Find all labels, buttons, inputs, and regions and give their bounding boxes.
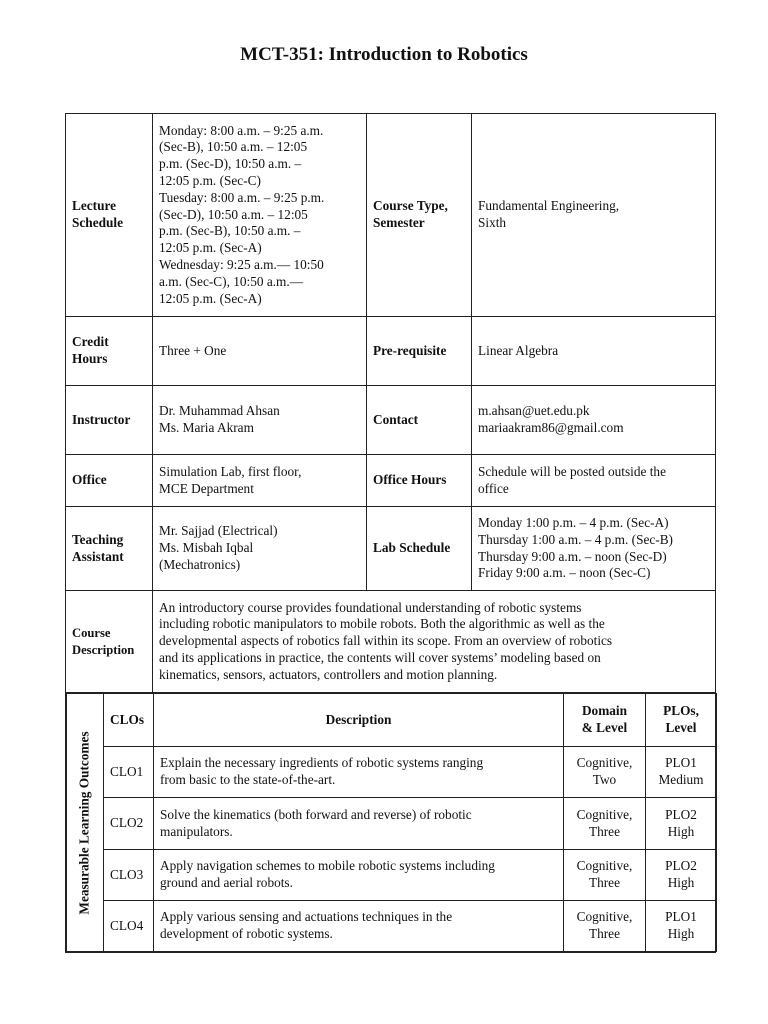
plo-line: High — [667, 926, 695, 941]
outcomes-row — [66, 693, 716, 953]
plo-header — [646, 694, 717, 747]
domain-line: Three — [588, 823, 620, 839]
plo-line: High — [667, 823, 695, 839]
instructor-name: Dr. Muhammad Ahsan — [159, 403, 280, 419]
ta-line: Mr. Sajjad (Electrical) — [159, 523, 278, 539]
lecture-line: a.m. (Sec-C), 10:50 a.m.— — [159, 273, 304, 289]
clo-desc-line: ground and aerial robots. — [160, 875, 293, 890]
table-row — [67, 747, 717, 798]
lecture-schedule-row — [66, 114, 716, 317]
lecture-line: 12:05 p.m. (Sec-C) — [159, 173, 261, 188]
lab-line: Thursday 9:00 a.m. – noon (Sec-D) — [478, 548, 667, 564]
clo-desc-line: manipulators. — [160, 823, 233, 839]
contact-label: Contact — [367, 386, 472, 455]
domain-header-line: & Level — [581, 720, 628, 735]
clo-description — [154, 798, 564, 850]
clo-domain — [564, 901, 646, 952]
plo-line: PLO1 — [665, 909, 697, 925]
plo-line: Medium — [658, 772, 704, 787]
course-type-line: Sixth — [478, 215, 507, 230]
course-type-value — [472, 114, 716, 317]
clo-id: CLO3 — [104, 850, 154, 901]
clo-desc-line: Apply various sensing and actuations techniques in the — [160, 909, 453, 925]
credit-hours-label: Credit Hours — [66, 317, 153, 386]
lecture-line: 12:05 p.m. (Sec-A) — [159, 240, 262, 256]
contact-email: m.ahsan@uet.edu.pk — [478, 403, 590, 419]
office-value — [153, 455, 367, 507]
office-hours-label: Office Hours — [367, 455, 472, 507]
table-row — [67, 798, 717, 850]
lecture-line: (Sec-D), 10:50 a.m. – 12:05 — [159, 206, 308, 222]
instructor-value — [153, 386, 367, 455]
lab-schedule-label: Lab Schedule — [367, 507, 472, 591]
clo-plo — [646, 901, 717, 952]
teaching-assistant-value — [153, 507, 367, 591]
clo-description — [154, 747, 564, 798]
domain-line: Three — [588, 875, 620, 890]
contact-value — [472, 386, 716, 455]
lab-schedule-value — [472, 507, 716, 591]
teaching-assistant-row — [66, 507, 716, 591]
instructor-name: Ms. Maria Akram — [159, 420, 254, 435]
page-title: MCT-351: Introduction to Robotics — [240, 44, 528, 65]
clo-desc-line: Apply navigation schemes to mobile robotic systems including — [160, 858, 495, 874]
domain-line: Cognitive, — [576, 755, 633, 771]
domain-line: Cognitive, — [576, 909, 633, 925]
office-hours-line: Schedule will be posted outside the — [478, 463, 666, 479]
clo-domain — [564, 747, 646, 798]
course-description-text — [153, 591, 716, 693]
clo-description — [154, 850, 564, 901]
description-line: kinematics, sensors, actuators, controllers and motion planning. — [159, 666, 498, 682]
office-label: Office — [66, 455, 153, 507]
domain-line: Three — [588, 926, 620, 941]
table-row — [67, 901, 717, 952]
clo-plo — [646, 798, 717, 850]
clo-plo — [646, 850, 717, 901]
plo-line: PLO2 — [665, 806, 697, 822]
credit-hours-value: Three + One — [153, 317, 367, 386]
credit-hours-row — [66, 317, 716, 386]
outcomes-header-row — [67, 694, 717, 747]
prerequisite-label: Pre-requisite — [367, 317, 472, 386]
lab-line: Monday 1:00 p.m. – 4 p.m. (Sec-A) — [478, 514, 669, 530]
domain-line: Two — [592, 772, 617, 787]
lecture-line: p.m. (Sec-D), 10:50 a.m. – — [159, 156, 302, 172]
plo-line: PLO1 — [665, 755, 697, 771]
clo-description — [154, 901, 564, 952]
teaching-assistant-label: Teaching Assistant — [66, 507, 153, 591]
instructor-row — [66, 386, 716, 455]
lab-line: Thursday 1:00 a.m. – 4 p.m. (Sec-B) — [478, 531, 673, 547]
office-hours-line: office — [478, 480, 509, 496]
lecture-line: 12:05 p.m. (Sec-A) — [159, 290, 262, 306]
domain-header-line: Domain — [581, 703, 628, 719]
clo-desc-line: from basic to the state-of-the-art. — [160, 772, 336, 787]
clo-plo — [646, 747, 717, 798]
course-type-label: Course Type, Semester — [367, 114, 472, 317]
lecture-line: Tuesday: 8:00 a.m. – 9:25 p.m. — [159, 189, 325, 205]
office-row — [66, 455, 716, 507]
prerequisite-value: Linear Algebra — [472, 317, 716, 386]
instructor-label: Instructor — [66, 386, 153, 455]
description-line: including robotic manipulators to mobile robots. Both the algorithmic as well as the — [159, 616, 605, 632]
clo-desc-line: Explain the necessary ingredients of robotic systems ranging — [160, 755, 484, 771]
plo-line: High — [667, 875, 695, 890]
clo-desc-line: Solve the kinematics (both forward and reverse) of robotic — [160, 806, 472, 822]
description-header: Description — [154, 694, 564, 747]
office-hours-value — [472, 455, 716, 507]
outcomes-table — [66, 693, 717, 952]
office-line: Simulation Lab, first floor, — [159, 463, 302, 479]
course-info-table — [65, 113, 716, 953]
course-description-row — [66, 591, 716, 693]
clo-domain — [564, 798, 646, 850]
measurable-outcomes-side-label — [67, 694, 104, 952]
lecture-schedule-value — [153, 114, 367, 317]
office-line: MCE Department — [159, 480, 254, 496]
description-line: developmental aspects of robotics fall within its scope. From an overview of robotics — [159, 633, 613, 649]
clo-header: CLOs — [104, 694, 154, 747]
domain-line: Cognitive, — [576, 858, 633, 874]
lecture-schedule-label: Lecture Schedule — [66, 114, 153, 317]
lecture-line: (Sec-B), 10:50 a.m. – 12:05 — [159, 139, 308, 155]
table-row — [67, 850, 717, 901]
description-line: An introductory course provides foundational understanding of robotic systems — [159, 599, 582, 615]
course-type-line: Fundamental Engineering, — [478, 198, 620, 214]
domain-line: Cognitive, — [576, 806, 633, 822]
clo-id: CLO1 — [104, 747, 154, 798]
plo-header-line: PLOs, — [663, 703, 699, 719]
contact-email: mariaakram86@gmail.com — [478, 420, 624, 435]
plo-header-line: Level — [665, 720, 697, 735]
clo-desc-line: development of robotic systems. — [160, 926, 333, 941]
lecture-line: Monday: 8:00 a.m. – 9:25 a.m. — [159, 122, 324, 138]
ta-line: (Mechatronics) — [159, 556, 241, 572]
course-description-label: Course Description — [66, 591, 153, 693]
description-line: and its applications in practice, the contents will cover systems’ modeling based on — [159, 649, 601, 665]
domain-header — [564, 694, 646, 747]
lecture-line: p.m. (Sec-B), 10:50 a.m. – — [159, 223, 301, 239]
lecture-line: Wednesday: 9:25 a.m.— 10:50 — [159, 256, 324, 272]
side-label-text: Measurable Learning Outcomes — [76, 730, 92, 915]
clo-id: CLO2 — [104, 798, 154, 850]
clo-id: CLO4 — [104, 901, 154, 952]
ta-line: Ms. Misbah Iqbal — [159, 540, 254, 556]
plo-line: PLO2 — [665, 858, 697, 874]
lab-line: Friday 9:00 a.m. – noon (Sec-C) — [478, 565, 651, 581]
clo-domain — [564, 850, 646, 901]
